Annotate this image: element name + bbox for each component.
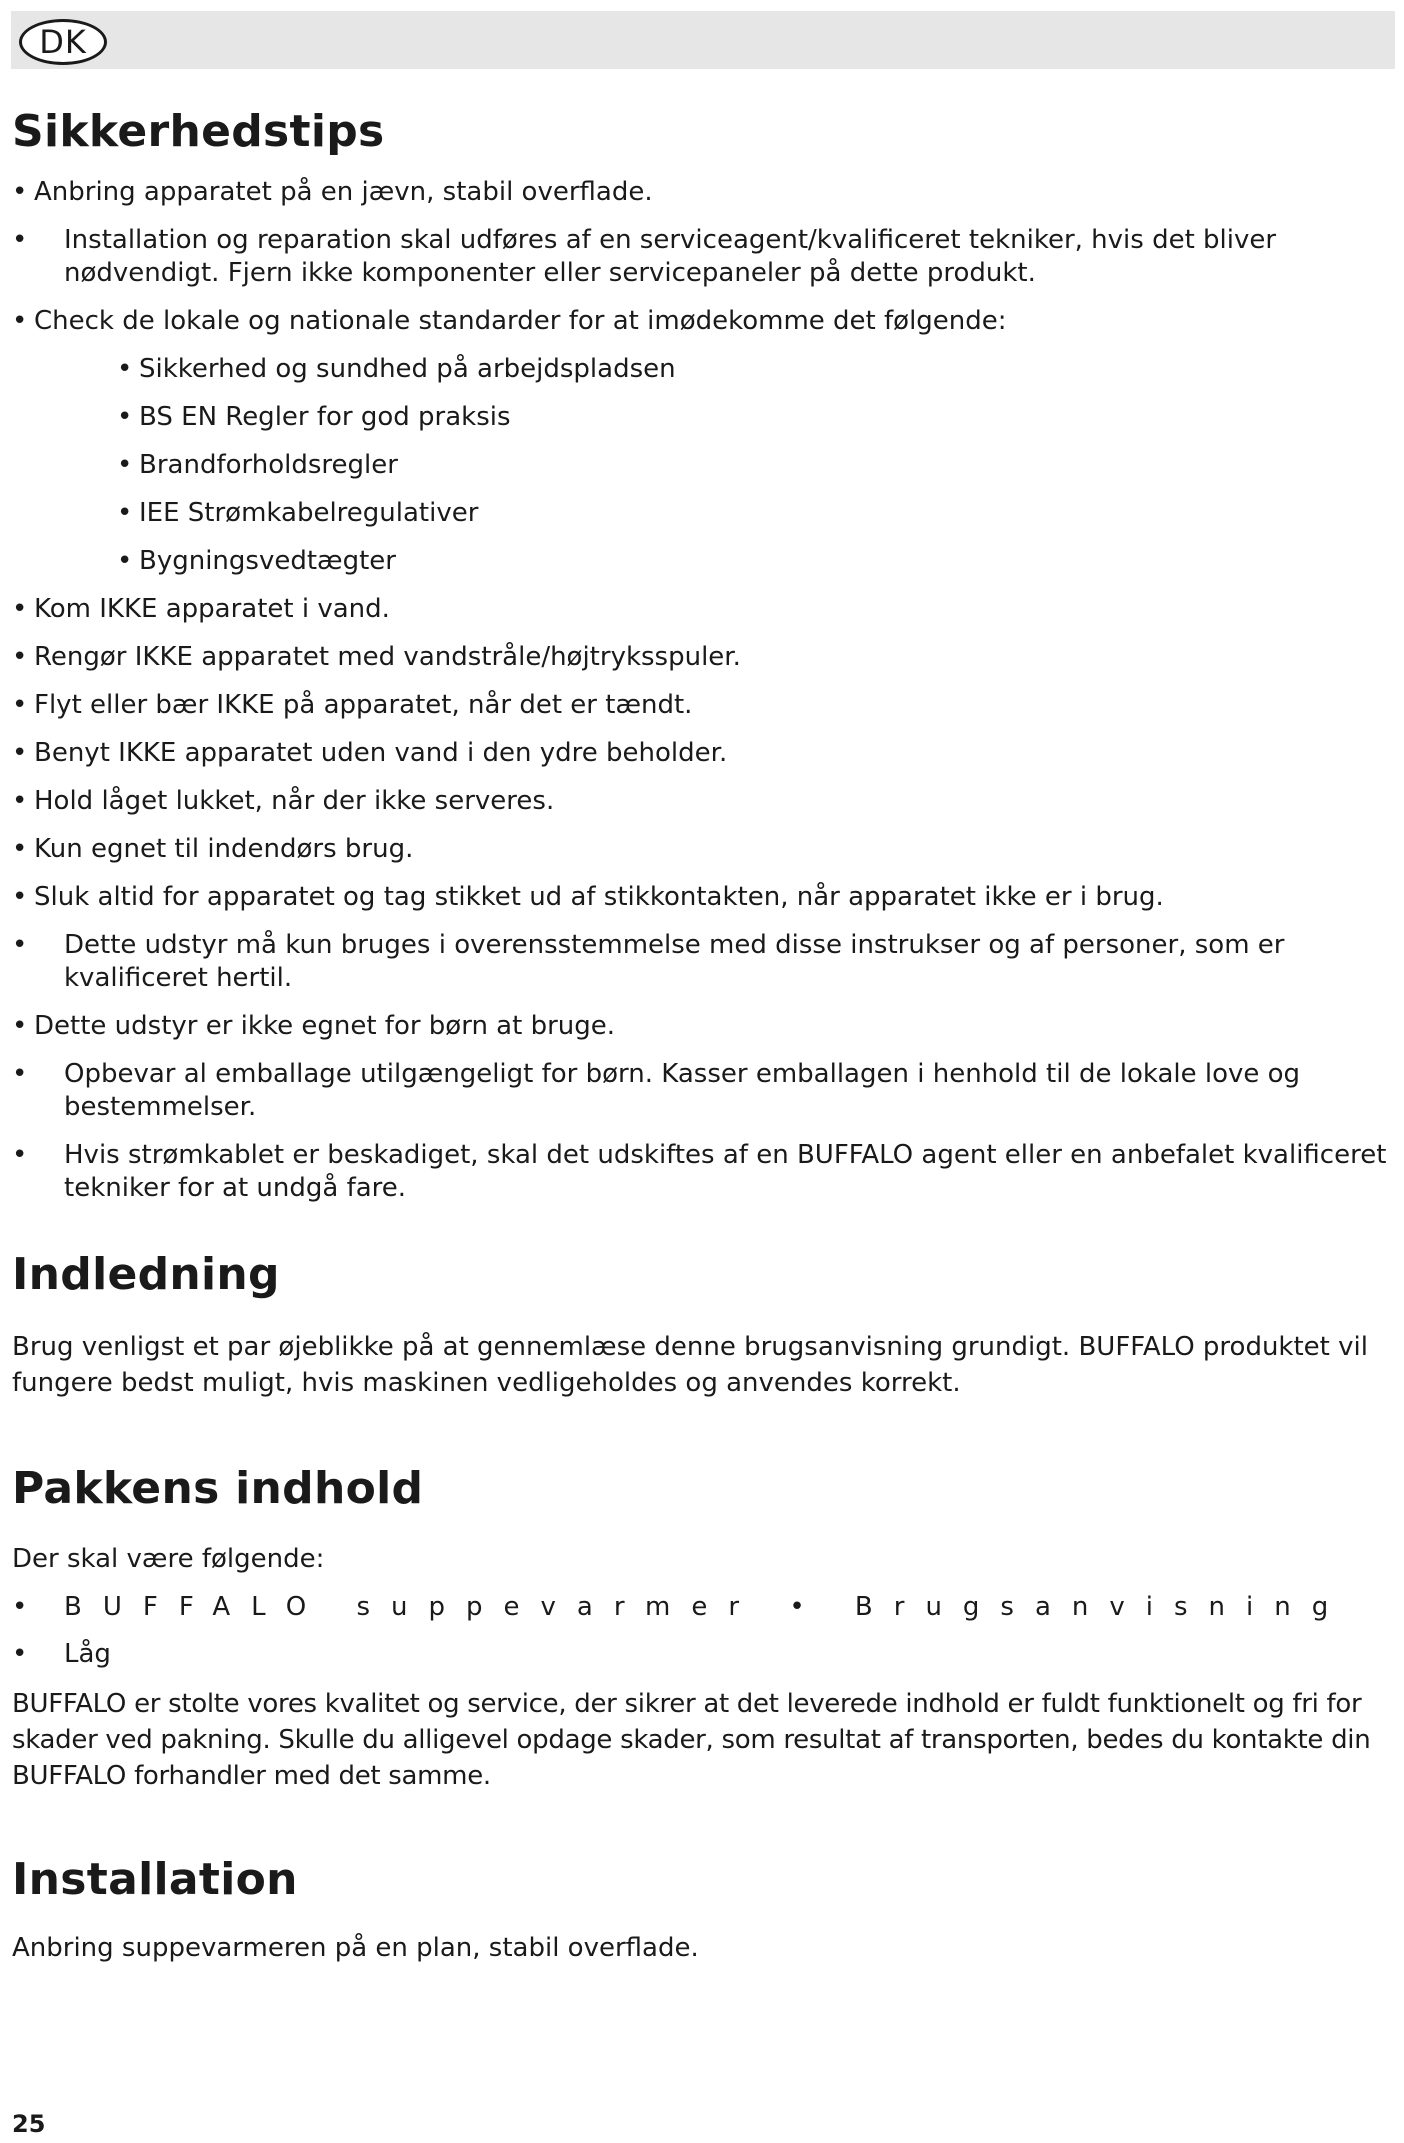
package-paragraph: BUFFALO er stolte vores kvalitet og service, der sikrer at det leverede indhold er fuldt funktionelt og fri for skader ved pakning. Skulle du alligevel opdage skader, som resultat af transporten, bedes du kontakte din BUFFALO forhandler med det samme. (12, 1689, 1371, 1791)
list-item: • Flyt eller bær IKKE på apparatet, når det er tændt. (12, 690, 693, 720)
page-number: 25 (12, 2110, 46, 2138)
intro-paragraph: Brug venligst et par øjeblikke på at gennemlæse denne brugsanvisning grundigt. BUFFALO produktet vil fungere bedst muligt, hvis maskinen vedligeholdes og anvendes korrekt. (12, 1332, 1368, 1398)
safety-list (12, 176, 1397, 1205)
list-item: • Installation og reparation skal udføres af en serviceagent/kvalificeret tekniker, hvis det bliver nødvendigt. Fjern ikke komponenter eller servicepaneler på dette produkt. (12, 225, 1277, 288)
sub-list-item: • BS EN Regler for god praksis (117, 402, 511, 432)
package-lead: Der skal være følgende: (12, 1544, 325, 1574)
list-item: • Låg (12, 1639, 111, 1669)
section-title-intro: Indledning (12, 1249, 280, 1300)
list-item: • Sluk altid for apparatet og tag stikket ud af stikkontakten, når apparatet ikke er i brug. (12, 882, 1164, 912)
list-item: • Dette udstyr er ikke egnet for børn at bruge. (12, 1011, 616, 1041)
list-item: • Hold låget lukket, når der ikke serveres. (12, 786, 555, 816)
section-title-package: Pakkens indhold (12, 1463, 424, 1514)
sub-list-item: • IEE Strømkabelregulativer (117, 498, 479, 528)
list-item: • Opbevar al emballage utilgængeligt for børn. Kasser emballagen i henhold til de lokale love og bestemmelser. (12, 1059, 1301, 1122)
section-title-safety: Sikkerhedstips (12, 106, 385, 157)
installation-paragraph: Anbring suppevarmeren på en plan, stabil overflade. (12, 1933, 699, 1963)
list-item: • Kom IKKE apparatet i vand. (12, 594, 390, 624)
list-item: • Kun egnet til indendørs brug. (12, 834, 414, 864)
list-item: • Benyt IKKE apparatet uden vand i den ydre beholder. (12, 738, 728, 768)
list-item: • Hvis strømkablet er beskadiget, skal det udskiftes af en BUFFALO agent eller en anbefalet kvalificeret tekniker for at undgå fare. (12, 1140, 1387, 1203)
list-item: • BUFFALO suppevarmer • Brugsanvisning (12, 1592, 1350, 1622)
sub-list-item: • Bygningsvedtægter (117, 546, 396, 576)
list-item: • Rengør IKKE apparatet med vandstråle/højtryksspuler. (12, 642, 741, 672)
page-content (12, 104, 1397, 1966)
list-item: • Check de lokale og nationale standarder for at imødekomme det følgende: (12, 306, 1007, 336)
header-bar (11, 11, 1395, 69)
sub-list-item: • Brandforholdsregler (117, 450, 398, 480)
package-list (12, 1591, 1397, 1671)
list-item: • Dette udstyr må kun bruges i overensstemmelse med disse instrukser og af personer, som er kvalificeret hertil. (12, 930, 1285, 993)
language-badge: DK (19, 19, 107, 65)
list-item: • Anbring apparatet på en jævn, stabil overflade. (12, 177, 653, 207)
section-title-installation: Installation (12, 1854, 298, 1905)
sub-list-item: • Sikkerhed og sundhed på arbejdspladsen (117, 354, 676, 384)
